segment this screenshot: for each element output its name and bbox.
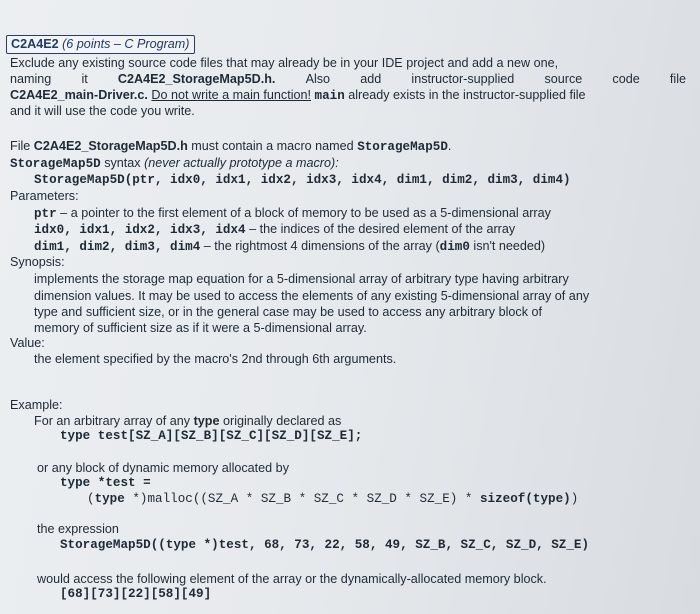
syntax-note: (never actually prototype a macro): [144,156,339,170]
no-main-warning: Do not write a main function! [151,88,312,102]
param-dim-names: dim1, dim2, dim3, dim4 [34,240,201,254]
expr-macro: StorageMap5D(( [60,538,166,552]
expr-type: type [165,538,197,552]
syntax-word: syntax [100,156,145,170]
macro-name: StorageMap5D [357,140,448,154]
malloc-call [87,491,578,507]
expression-label: the expression [37,522,119,536]
intro-word: Also [305,72,331,86]
macro-signature: StorageMap5D(ptr, idx0, idx1, idx2, idx3, idx4, dim1, dim2, dim3, dim4) [34,173,571,187]
synopsis-line: implements the storage map equation for a 5-dimensional array of arbitrary type having arbitrary [34,272,569,286]
example-intro [34,413,341,429]
intro-word: it [81,72,88,86]
value-label: Value: [10,336,45,350]
parameters-label: Parameters: [10,189,79,203]
synopsis-label: Synopsis: [10,255,65,269]
dynamic-intro: or any block of dynamic memory allocated by [37,461,289,475]
file-end: . [447,139,452,153]
file-mid: must contain a macro named [187,139,358,153]
param-dim-desc-end: isn't needed) [469,239,546,253]
param-ptr [34,205,551,222]
expr-rest: *)test, 68, 73, 22, 58, 49, SZ_B, SZ_C, SZ_D, SZ_E) [196,538,590,552]
problem-title [6,35,195,54]
main-keyword: main [314,89,345,103]
header-filename: C2A4E2_StorageMap5D.h. [117,72,276,86]
example-intro-post: originally declared as [219,414,342,428]
accessed-element: [68][73][22][58][49] [60,587,212,601]
driver-filename: C2A4E2_main-Driver.c. [10,88,148,102]
intro-line-3-rest: already exists in the instructor-supplied file [344,88,586,102]
synopsis-line: type and sufficient size, or in the general case may be used to access any arbitrary block of [34,305,542,319]
intro-line-2 [10,71,686,87]
intro-word: naming [10,72,52,86]
macro-invocation [60,537,589,553]
param-ptr-desc: – a pointer to the first element of a block of memory to be used as a 5-dimensional array [56,206,551,220]
intro-line-3 [10,87,586,104]
ptr-type: type [60,476,91,490]
param-idx-desc: – the indices of the desired element of the array [245,222,516,236]
malloc-end: ) [570,492,579,506]
syntax-label [10,155,339,172]
param-ptr-name: ptr [34,207,57,221]
title-points: (6 points – C Program) [58,37,190,51]
intro-word: source [544,72,583,86]
file-pre: File [10,139,34,153]
param-dim-desc: – the rightmost 4 dimensions of the array ( [200,239,440,253]
array-declaration [60,428,362,444]
pointer-declaration [60,475,151,491]
malloc-sizeof: sizeof(type) [480,492,571,506]
example-intro-pre: For an arbitrary array of any [34,414,194,428]
synopsis-line: memory of sufficient size as if it were a 5-dimensional array. [34,321,367,335]
file-name: C2A4E2_StorageMap5D.h [33,139,188,153]
intro-line-4: and it will use the code you write. [10,104,195,118]
syntax-macro: StorageMap5D [10,157,101,171]
value-text: the element specified by the macro's 2nd through 6th arguments. [34,352,397,366]
access-description: would access the following element of the array or the dynamically-allocated memory block. [37,572,547,586]
intro-word: code [612,72,640,86]
intro-line-1: Exclude any existing source code files that may already be in your IDE project and add a new one, [10,56,559,70]
malloc-pre: ( [87,492,95,506]
example-type-word: type [193,414,220,428]
synopsis-line: dimension values. It may be used to access the elements of any existing 5-dimensional array of any [34,289,590,303]
intro-word: file [669,72,686,86]
malloc-mid: *)malloc((SZ_A * SZ_B * SZ_C * SZ_D * SZ_E) * [124,492,480,506]
decl-type: type [60,429,91,443]
malloc-type: type [94,492,125,506]
decl-rest: test[SZ_A][SZ_B][SZ_C][SZ_D][SZ_E]; [90,429,363,443]
param-idx [34,221,515,238]
title-code: C2A4E2 [11,37,59,51]
param-dim0: dim0 [439,240,470,254]
ptr-rest: *test = [90,476,151,490]
intro-word: add [360,72,382,86]
file-requirement [10,138,451,155]
example-label: Example: [10,398,63,412]
intro-word: instructor-supplied [411,72,515,86]
param-idx-names: idx0, idx1, idx2, idx3, idx4 [34,223,246,237]
param-dim [34,238,545,255]
